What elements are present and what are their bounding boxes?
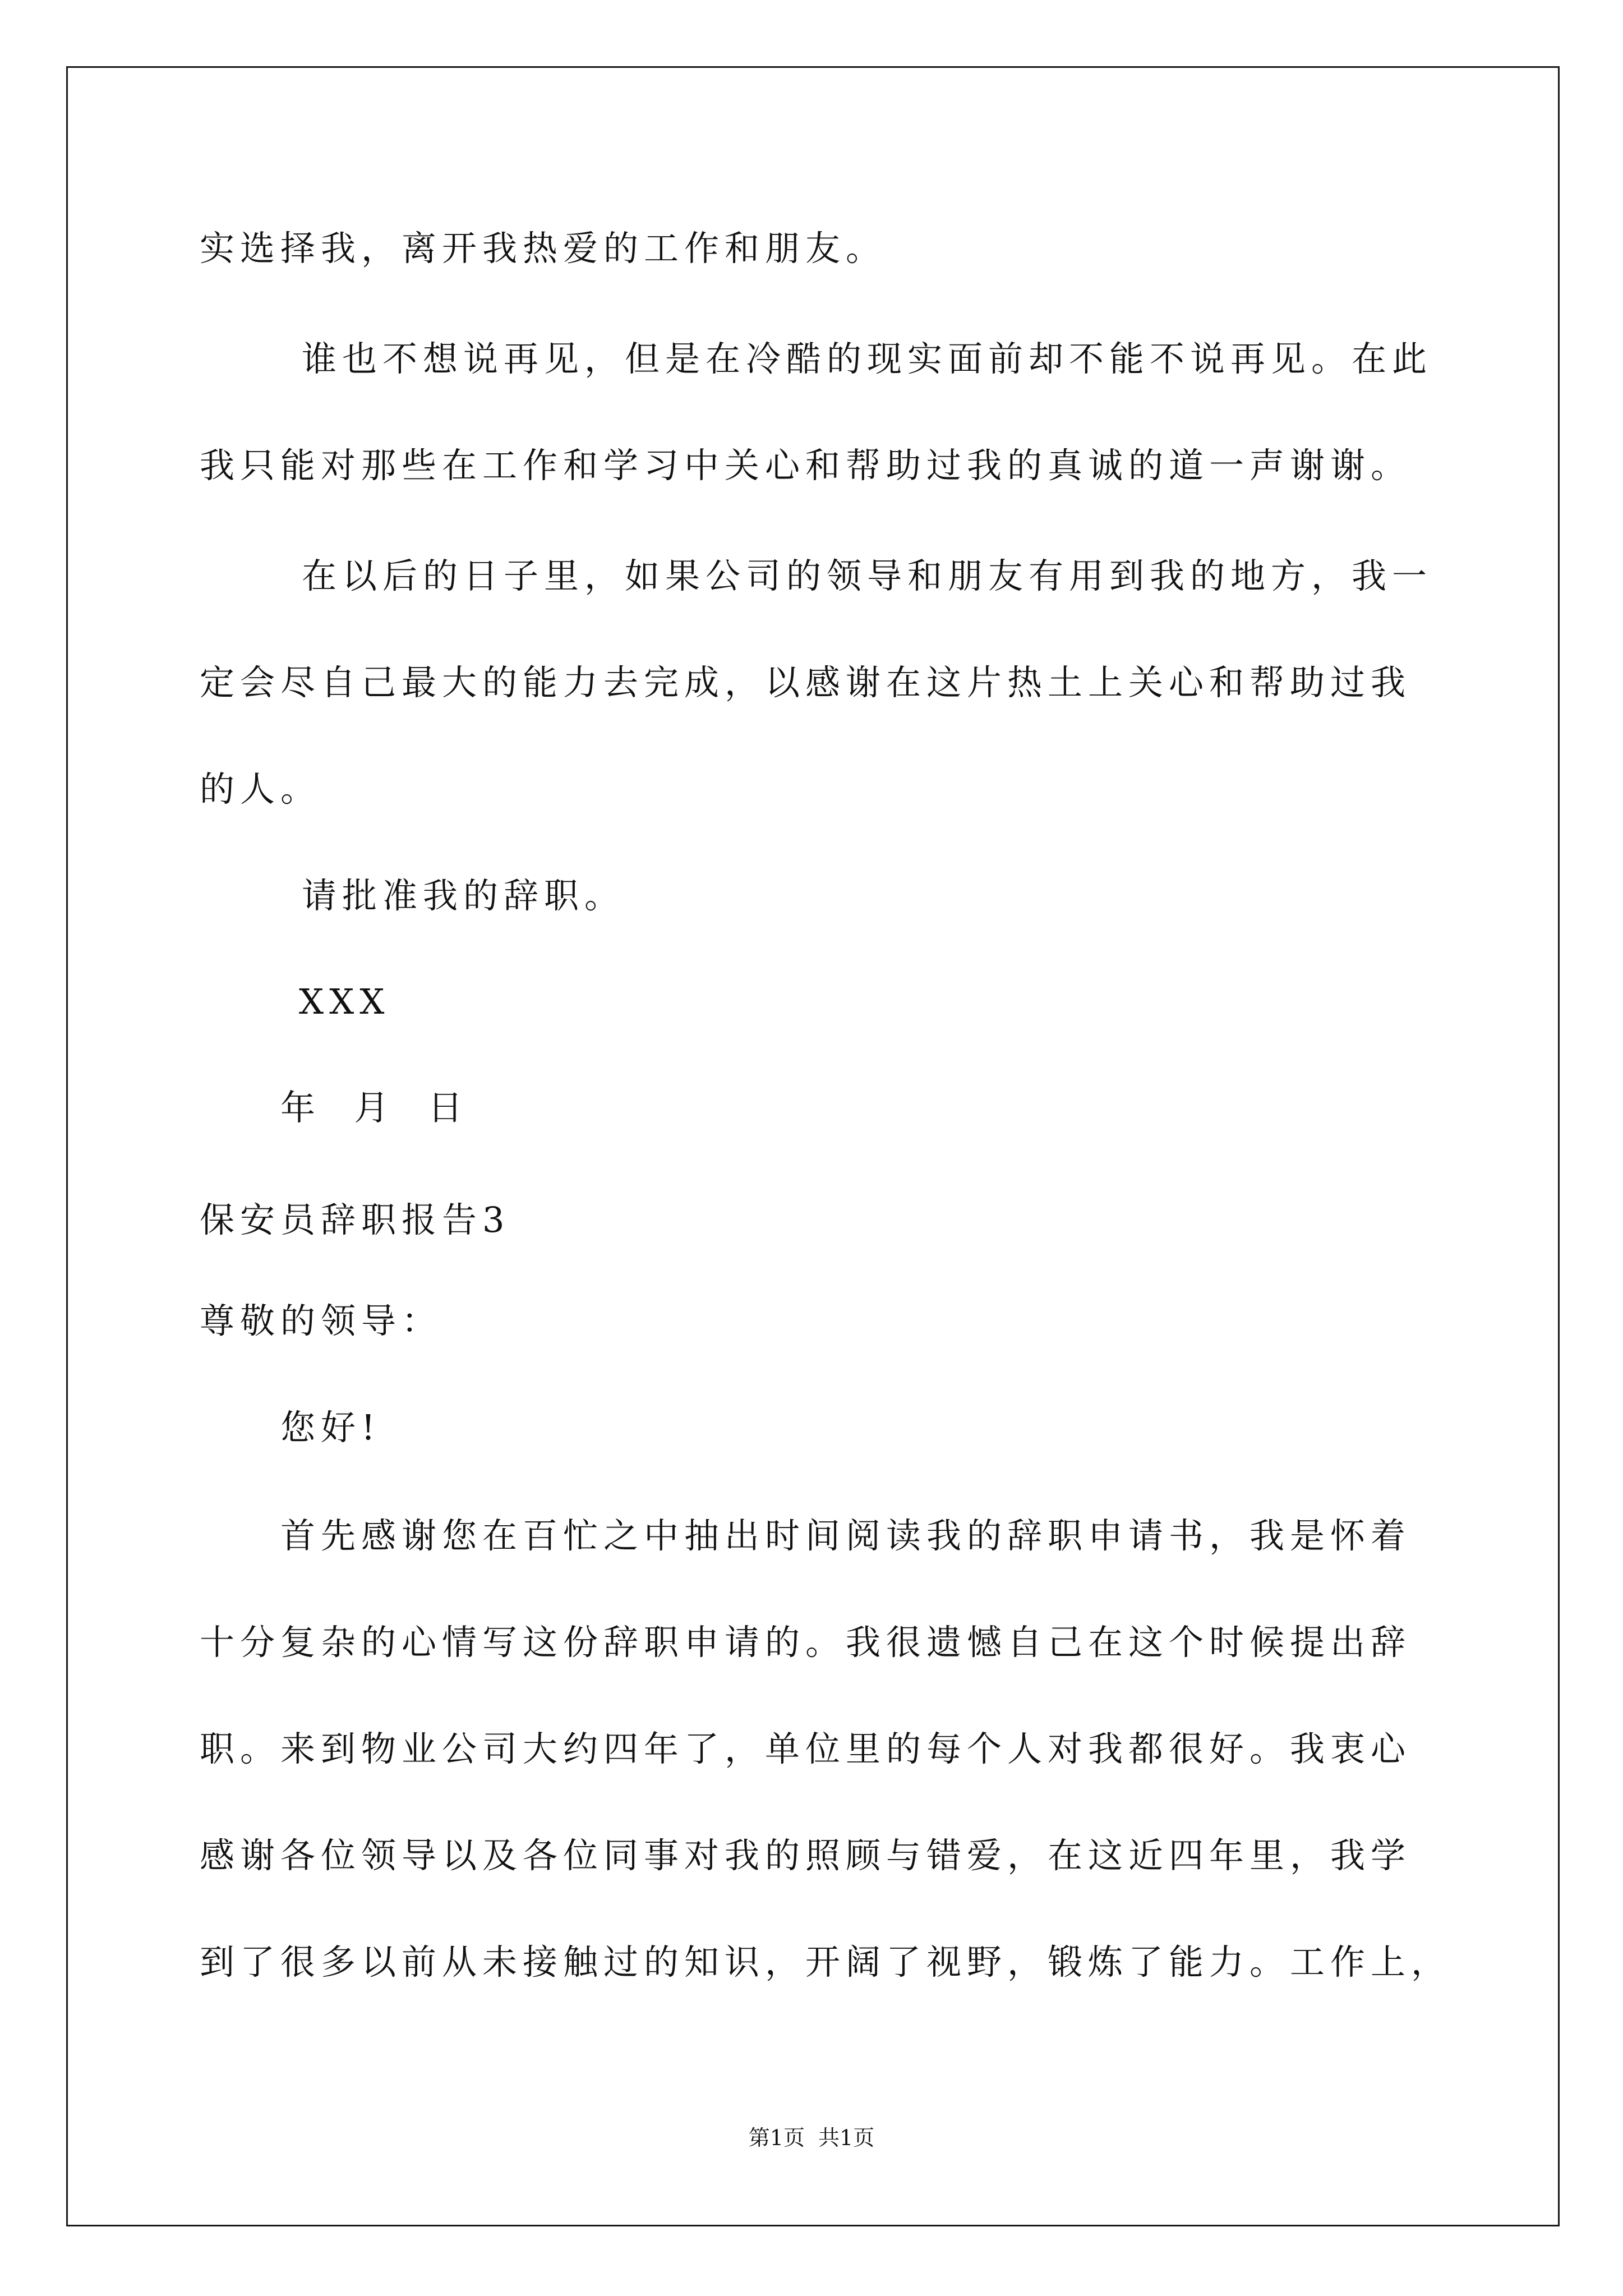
greeting: 您好! — [280, 1407, 381, 1448]
signature-name: XXX — [299, 981, 390, 1022]
paragraph-line: 到了很多以前从未接触过的知识，开阔了视野，锻炼了能力。工作上， — [200, 1941, 1452, 1982]
salutation: 尊敬的领导： — [200, 1300, 442, 1341]
paragraph-line: 谁也不想说再见，但是在冷酷的现实面前却不能不说再见。在此 — [302, 338, 1433, 379]
paragraph-line: 的人。 — [200, 769, 321, 809]
paragraph-line: 我只能对那些在工作和学习中关心和帮助过我的真诚的道一声谢谢。 — [200, 445, 1412, 486]
paragraph-line: 十分复杂的心情写这份辞职申请的。我很遗憾自己在这个时候提出辞 — [200, 1622, 1412, 1663]
paragraph-line: 实选择我，离开我热爱的工作和朋友。 — [200, 228, 887, 269]
page-footer — [0, 2124, 1623, 2151]
page-total: 共1页 — [818, 2125, 875, 2150]
paragraph-line: 感谢各位领导以及各位同事对我的照顾与错爱，在这近四年里，我学 — [200, 1835, 1412, 1876]
paragraph-line: 请批准我的辞职。 — [302, 875, 625, 916]
paragraph-line: 首先感谢您在百忙之中抽出时间阅读我的辞职申请书，我是怀着 — [280, 1515, 1412, 1556]
page-number: 第1页 — [748, 2125, 805, 2150]
section-title: 保安员辞职报告3 — [200, 1199, 510, 1240]
paragraph-line: 在以后的日子里，如果公司的领导和朋友有用到我的地方，我一 — [302, 555, 1433, 596]
date-line: 年 月 日 — [280, 1087, 468, 1128]
page-border — [66, 66, 1560, 2226]
paragraph-line: 职。来到物业公司大约四年了，单位里的每个人对我都很好。我衷心 — [200, 1728, 1412, 1769]
paragraph-line: 定会尽自己最大的能力去完成，以感谢在这片热土上关心和帮助过我 — [200, 662, 1412, 703]
